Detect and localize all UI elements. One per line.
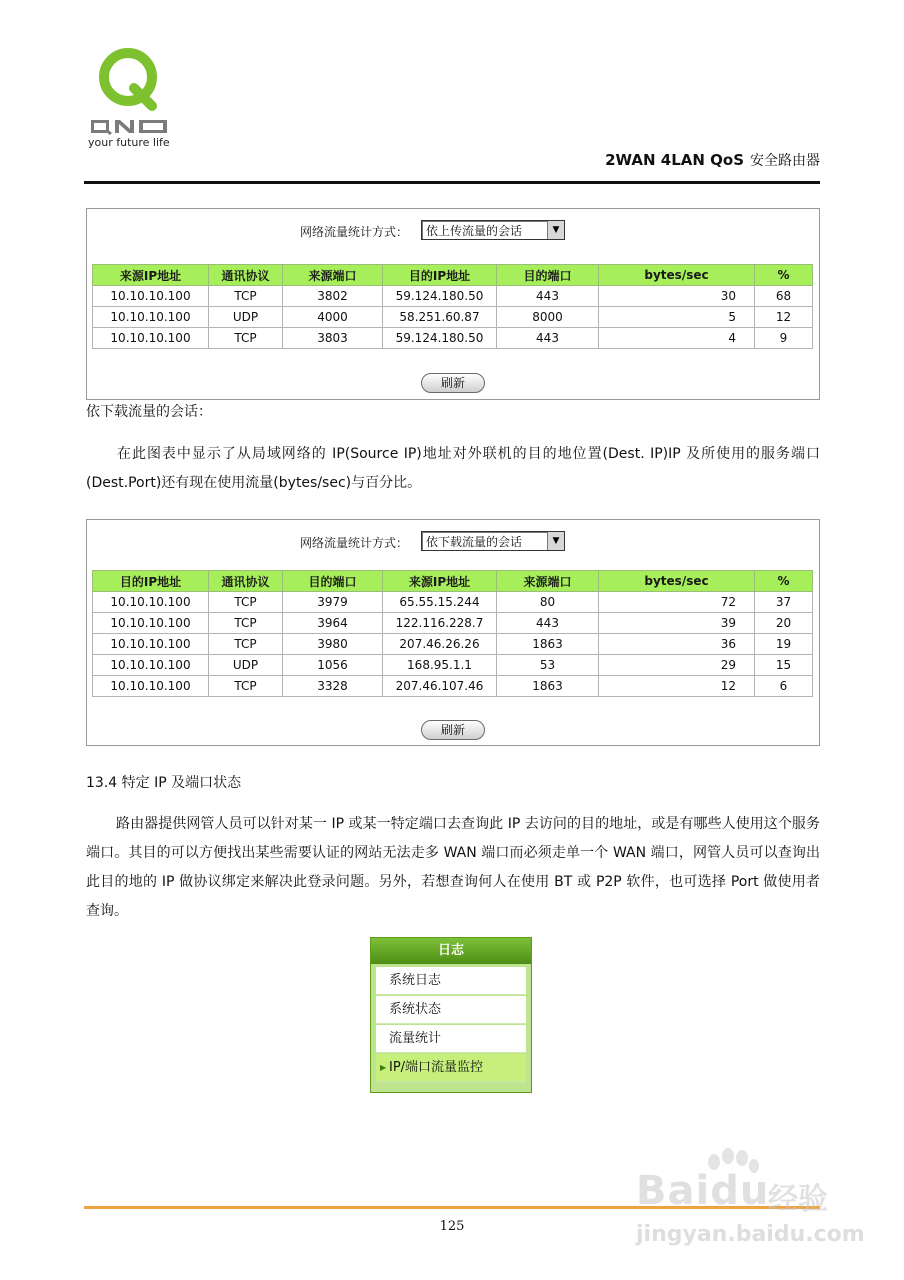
table-cell: 58.251.60.87 — [383, 307, 497, 328]
table-cell: 207.46.26.26 — [383, 634, 497, 655]
refresh-button[interactable]: 刷新 — [421, 720, 485, 740]
table-cell: 72 — [599, 592, 755, 613]
table-row — [93, 676, 813, 697]
table-cell: TCP — [209, 613, 283, 634]
table-cell: 12 — [755, 307, 813, 328]
table-cell: 29 — [599, 655, 755, 676]
table-cell: 68 — [755, 286, 813, 307]
table-row — [93, 286, 813, 307]
table-cell: 3979 — [283, 592, 383, 613]
column-header: 目的IP地址 — [383, 265, 497, 286]
table-cell: 443 — [497, 286, 599, 307]
table-row — [93, 328, 813, 349]
table-cell: 10.10.10.100 — [93, 286, 209, 307]
menu-item-system-log[interactable]: 系统日志 — [376, 967, 526, 995]
log-menu — [370, 937, 532, 1093]
table-header-row — [93, 265, 813, 286]
table-cell: 122.116.228.7 — [383, 613, 497, 634]
panel-toolbar — [87, 209, 819, 259]
logo-tagline: your future life — [88, 136, 170, 149]
table-cell: 20 — [755, 613, 813, 634]
table-cell: 4000 — [283, 307, 383, 328]
column-header: bytes/sec — [599, 571, 755, 592]
table-cell: 168.95.1.1 — [383, 655, 497, 676]
table-row — [93, 613, 813, 634]
download-section-label: 依下载流量的会话： — [86, 404, 212, 420]
table-cell: 3328 — [283, 676, 383, 697]
traffic-mode-label: 网络流量统计方式： — [300, 225, 409, 239]
table-cell: TCP — [209, 328, 283, 349]
table-cell: 3802 — [283, 286, 383, 307]
table-cell: 6 — [755, 676, 813, 697]
table-row — [93, 307, 813, 328]
column-header: 目的端口 — [497, 265, 599, 286]
baidu-jingyan-watermark — [636, 1148, 865, 1258]
table-cell: 1863 — [497, 676, 599, 697]
menu-item-traffic-stats[interactable]: 流量统计 — [376, 1025, 526, 1053]
paragraph-ip-port-status — [86, 810, 820, 926]
table-cell: 1863 — [497, 634, 599, 655]
refresh-button[interactable]: 刷新 — [421, 373, 485, 393]
column-header: % — [755, 571, 813, 592]
table-cell: 10.10.10.100 — [93, 676, 209, 697]
table-cell: 65.55.15.244 — [383, 592, 497, 613]
table-cell: 443 — [497, 613, 599, 634]
table-cell: 4 — [599, 328, 755, 349]
caret-right-icon: ▶ — [380, 1063, 387, 1072]
table-cell: TCP — [209, 592, 283, 613]
table-cell: TCP — [209, 634, 283, 655]
table-cell: 10.10.10.100 — [93, 592, 209, 613]
table-cell: 10.10.10.100 — [93, 307, 209, 328]
table-header-row — [93, 571, 813, 592]
watermark-cn: 经验 — [768, 1182, 828, 1217]
table-cell: 10.10.10.100 — [93, 328, 209, 349]
table-cell: 1056 — [283, 655, 383, 676]
column-header: % — [755, 265, 813, 286]
traffic-mode-label: 网络流量统计方式： — [300, 536, 409, 550]
upload-sessions-table — [92, 264, 813, 349]
paragraph-text: 在此图表中显示了从局域网络的 IP(Source IP)地址对外联机的目的地位置(Dest. IP)IP 及所使用的服务端口(Dest.Port)还有现在使用流量(bytes/sec)与百分比。 — [86, 446, 820, 491]
table-cell: TCP — [209, 676, 283, 697]
table-row — [93, 634, 813, 655]
traffic-mode-select[interactable] — [421, 531, 565, 551]
table-cell: 59.124.180.50 — [383, 328, 497, 349]
qno-logo-icon — [88, 44, 208, 136]
paragraph-traffic-description — [86, 440, 820, 498]
menu-item-system-status[interactable]: 系统状态 — [376, 996, 526, 1024]
download-sessions-table — [92, 570, 813, 697]
column-header: 通讯协议 — [209, 571, 283, 592]
table-cell: 30 — [599, 286, 755, 307]
column-header: 目的IP地址 — [93, 571, 209, 592]
table-cell: UDP — [209, 655, 283, 676]
table-row — [93, 655, 813, 676]
table-cell: 207.46.107.46 — [383, 676, 497, 697]
table-cell: UDP — [209, 307, 283, 328]
table-cell: 10.10.10.100 — [93, 613, 209, 634]
column-header: 来源IP地址 — [93, 265, 209, 286]
page-number: 125 — [439, 1219, 465, 1234]
table-cell: 37 — [755, 592, 813, 613]
document-header-title — [605, 150, 820, 170]
table-cell: 53 — [497, 655, 599, 676]
table-cell: TCP — [209, 286, 283, 307]
table-cell: 15 — [755, 655, 813, 676]
table-cell: 3964 — [283, 613, 383, 634]
column-header: 来源端口 — [283, 265, 383, 286]
table-cell: 10.10.10.100 — [93, 655, 209, 676]
header-divider — [84, 181, 820, 184]
table-cell: 3803 — [283, 328, 383, 349]
column-header: 通讯协议 — [209, 265, 283, 286]
column-header: 目的端口 — [283, 571, 383, 592]
menu-item-ip-port-monitor[interactable] — [376, 1054, 526, 1082]
upload-traffic-panel — [86, 208, 820, 400]
chevron-down-icon[interactable]: ▼ — [547, 221, 564, 239]
table-cell: 36 — [599, 634, 755, 655]
table-cell: 8000 — [497, 307, 599, 328]
download-traffic-panel — [86, 519, 820, 746]
header-title-cn: 安全路由器 — [750, 153, 820, 169]
watermark-url: jingyan.baidu.com — [636, 1222, 865, 1247]
table-cell: 443 — [497, 328, 599, 349]
table-cell: 39 — [599, 613, 755, 634]
table-row — [93, 592, 813, 613]
table-cell: 9 — [755, 328, 813, 349]
log-menu-title: 日志 — [371, 938, 531, 964]
table-cell: 19 — [755, 634, 813, 655]
header-title-en: 2WAN 4LAN QoS — [605, 151, 744, 169]
column-header: bytes/sec — [599, 265, 755, 286]
section-heading: 13.4 特定 IP 及端口状态 — [86, 775, 242, 791]
chevron-down-icon[interactable]: ▼ — [547, 532, 564, 550]
menu-item-label: IP/端口流量监控 — [389, 1060, 484, 1075]
paragraph-text: 路由器提供网管人员可以针对某一 IP 或某一特定端口去查询此 IP 去访问的目的地址，或是有哪些人使用这个服务端口。其目的可以方便找出某些需要认证的网站无法走多 WAN 端口而必须走单一个 WAN 端口，网管人员可以查询出此目的地的 IP 做协议绑定来解决此登录问题。另外，若想查询何人在使用 BT 或 P2P 软件，也可选择 Port 做使用者查询。 — [86, 816, 820, 919]
traffic-mode-select[interactable] — [421, 220, 565, 240]
column-header: 来源IP地址 — [383, 571, 497, 592]
table-cell: 3980 — [283, 634, 383, 655]
table-cell: 59.124.180.50 — [383, 286, 497, 307]
column-header: 来源端口 — [497, 571, 599, 592]
table-cell: 12 — [599, 676, 755, 697]
panel-toolbar — [87, 520, 819, 570]
traffic-mode-value: 依下载流量的会话 — [426, 535, 523, 549]
table-cell: 10.10.10.100 — [93, 634, 209, 655]
traffic-mode-value: 依上传流量的会话 — [426, 224, 523, 238]
table-cell: 5 — [599, 307, 755, 328]
watermark-brand: Baidu — [636, 1168, 770, 1214]
table-cell: 80 — [497, 592, 599, 613]
